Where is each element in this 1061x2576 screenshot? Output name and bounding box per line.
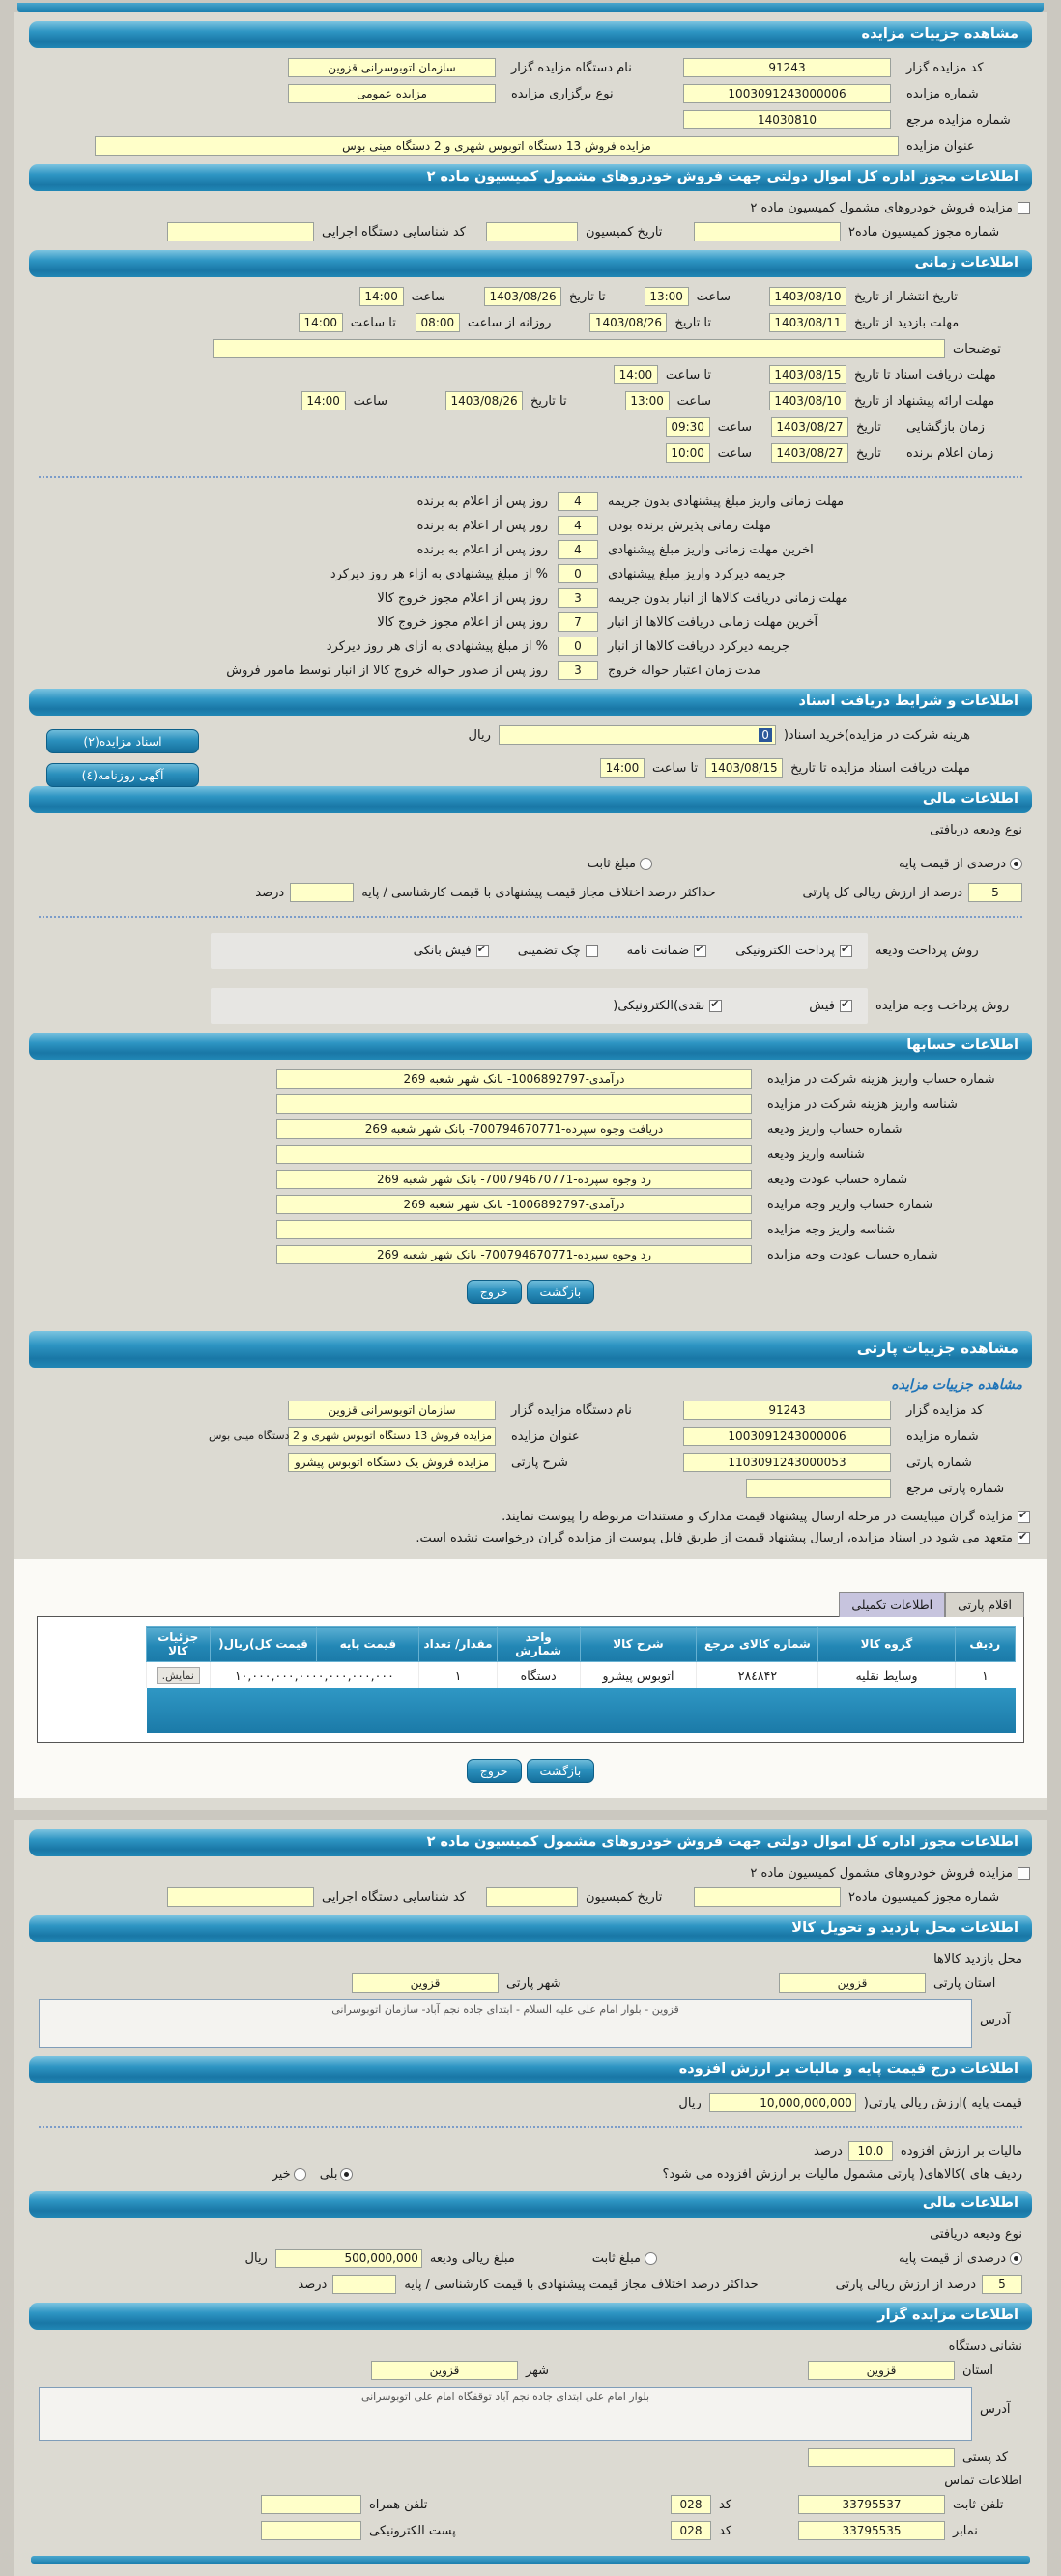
opening-time-label: زمان بازگشایی xyxy=(906,419,985,435)
finance2-header: اطلاعات مالی xyxy=(29,2191,1032,2218)
vat-yes-radio[interactable] xyxy=(340,2168,353,2181)
org-province-label: استان xyxy=(962,2363,993,2378)
fixed-amount-label: مبلغ ثابت xyxy=(591,2250,642,2266)
vat-question-label: ردیف های )کالاهای( پارتی مشمول مالیات بر ارزش افزوده می شود؟ xyxy=(662,2167,1022,2182)
deposit-method-label: روش پرداخت ودیعه xyxy=(875,944,979,958)
auction-title-label: عنوان مزایده xyxy=(511,1429,580,1444)
publish-to-hour-input[interactable]: 14:00 xyxy=(359,287,404,306)
party-items-zone xyxy=(14,1559,1047,1798)
opening-date-input[interactable]: 1403/08/27 xyxy=(771,417,848,437)
tab-party-items[interactable]: اقلام پارتی xyxy=(945,1592,1024,1617)
org-address-textarea[interactable]: بلوار امام علی ابتدای جاده نجم آباد توقفگاه امام علی اتوبوسرانی xyxy=(39,2387,972,2441)
col-details: جزئیات کالا xyxy=(147,1627,211,1662)
date-label: تاریخ xyxy=(856,445,881,461)
offer-from-input[interactable]: 1403/08/10 xyxy=(769,391,846,410)
auction-type-label: نوع برگزاری مزایده xyxy=(511,86,614,101)
visit-daily-from-input[interactable]: 08:00 xyxy=(416,313,460,332)
cash-electronic-label: نقدی)الکترونیکی( xyxy=(613,999,705,1013)
party-address-textarea[interactable]: قزوین - بلوار امام علی علیه السلام - ابتدای جاده نجم آباد- سازمان اتوبوسرانی xyxy=(39,1999,972,2048)
back-button[interactable]: بازگشت xyxy=(527,1280,595,1304)
deadline-label: جریمه دیرکرد واریز مبلغ پیشنهادی xyxy=(608,566,786,581)
postal-code-label: کد پستی xyxy=(962,2449,1009,2465)
org-name-input[interactable]: سازمان اتوبوسرانی قزوین xyxy=(288,58,496,77)
account-input[interactable] xyxy=(276,1220,752,1239)
permit-no-input-2[interactable] xyxy=(694,1887,841,1907)
exit-button[interactable]: خروج xyxy=(467,1280,522,1304)
time-info-header: اطلاعات زمانی xyxy=(29,250,1032,277)
attach-docs-note: مزایده گران میبایست در مرحله ارسال پیشنهاد قیمت مدارک و مستندات مربوطه را پیوست نمایند. xyxy=(502,1510,1013,1524)
winner-date-input[interactable]: 1403/08/27 xyxy=(771,443,848,463)
deposit-type-label: نوع ودیعه دریافتی xyxy=(930,823,1022,837)
winner-hour-input[interactable]: 10:00 xyxy=(666,443,710,463)
account-label: شماره حساب واریز وجه مزایده xyxy=(767,1197,933,1212)
cell-total-price: ۱۰,۰۰۰,۰۰۰,۰۰۰۰,۰۰۰,۰۰۰,۰۰۰ xyxy=(210,1662,419,1689)
party-city-label: شهر پارتی xyxy=(506,1975,561,1991)
no-file-offer-note: متعهد می شود در اسناد مزایده، ارسال پیشنهاد قیمت از طریق فایل پیوست از مزایده گران درخواست نشده است. xyxy=(416,1531,1013,1545)
base-price-label: قیمت پایه )ارزش ریالی پارتی( xyxy=(863,2095,1022,2110)
org-name-label: نام دستگاه مزایده گزار xyxy=(511,60,632,75)
table-footer-strip xyxy=(147,1688,1016,1733)
commission-date-input-2[interactable] xyxy=(486,1887,578,1907)
docs-receive-deadline-hour-input[interactable]: 14:00 xyxy=(600,758,645,778)
auction-no-input[interactable]: 1003091243000006 xyxy=(683,84,891,103)
party-extra-panel xyxy=(14,1820,1047,2576)
tab-additional-info[interactable]: اطلاعات تکمیلی xyxy=(839,1592,945,1617)
org-name-label: نام دستگاه مزایده گزار xyxy=(511,1402,632,1418)
account-input[interactable] xyxy=(276,1145,752,1164)
to-date-label: تا تاریخ xyxy=(569,289,606,304)
fixed-amount-radio[interactable] xyxy=(640,858,652,870)
vat-no-radio[interactable] xyxy=(294,2168,306,2181)
deadline-suffix: % از مبلغ پیشنهادی به ازاء هر روز دیرکرد xyxy=(330,566,548,581)
visit-location-label: محل بازدید کالاها xyxy=(933,1952,1022,1967)
date-label: تاریخ xyxy=(856,419,881,435)
docs-deadline-label: مهلت دریافت اسناد تا تاریخ xyxy=(854,367,996,382)
party-ref-label: شماره پارتی مرجع xyxy=(906,1481,1005,1496)
table-row xyxy=(147,1662,1016,1689)
hour-label: ساعت xyxy=(411,289,446,304)
mobile-input[interactable] xyxy=(261,2495,361,2514)
deadline-input[interactable]: 3 xyxy=(558,588,598,608)
postal-code-input[interactable] xyxy=(808,2448,955,2467)
commission-date-label: تاریخ کمیسیون xyxy=(586,224,663,240)
account-input[interactable]: درآمدی-1006892797- بانک شهر شعبه 269 xyxy=(276,1069,752,1089)
auction-details-panel xyxy=(14,12,1047,1321)
deposit-percent-suffix: درصد از ارزش ریالی کل پارتی xyxy=(802,885,962,900)
auction-details-header: مشاهده جزییات مزایده xyxy=(29,21,1032,48)
account-input[interactable] xyxy=(276,1094,752,1114)
to-hour-label: تا ساعت xyxy=(665,367,711,382)
account-input[interactable]: دریافت وجوه سپرده-700794670771- بانک شهر شعبه 269 xyxy=(276,1119,752,1139)
payment-method-label: روش پرداخت وجه مزایده xyxy=(875,999,1010,1013)
secured-check-label: چک تضمینی xyxy=(517,944,581,958)
vat-input[interactable]: 10.0 xyxy=(848,2141,893,2161)
article2-checkbox-2[interactable] xyxy=(1018,1867,1030,1880)
rial-label: ریال xyxy=(468,727,491,743)
percent-label: درصد xyxy=(298,2277,328,2292)
winner-time-label: زمان اعلام برنده xyxy=(906,445,994,461)
cell-index: ۱ xyxy=(955,1662,1015,1689)
bidder-code-label: کد مزایده گزار xyxy=(906,60,984,75)
fee-input[interactable]: 0 xyxy=(499,725,776,745)
party-address-label: آدرس xyxy=(980,2013,1011,2027)
auction-no-label: شماره مزایده xyxy=(906,86,979,101)
visit-date-label: مهلت بازدید از تاریخ xyxy=(854,315,960,330)
mobile-label: تلفن همراه xyxy=(369,2497,428,2512)
cash-electronic-checkbox[interactable] xyxy=(709,1000,722,1012)
daily-from-label: روزانه از ساعت xyxy=(467,315,552,330)
to-hour-label: تا ساعت xyxy=(651,760,699,776)
account-label: شناسه واریز وجه مزایده xyxy=(767,1222,896,1237)
code-label: کد xyxy=(719,2497,732,2512)
col-ref-no: شماره کالای مرجع xyxy=(697,1627,818,1662)
docs-deadline-hour-input[interactable]: 14:00 xyxy=(614,365,658,384)
deadline-label: اخرین مهلت زمانی واریز مبلغ پیشنهادی xyxy=(608,542,814,557)
docs-receive-deadline-label: مهلت دریافت اسناد مزایده تا تاریخ xyxy=(790,760,970,776)
account-input[interactable]: رد وجوه سپرده-700794670771- بانک شهر شعبه 269 xyxy=(276,1170,752,1189)
party-no-label: شماره پارتی xyxy=(906,1455,972,1470)
deposit-percent-input[interactable]: 5 xyxy=(968,883,1022,902)
account-input[interactable]: درآمدی-1006892797- بانک شهر شعبه 269 xyxy=(276,1195,752,1214)
cell-ref-no: ۲۸٤۸۴۲ xyxy=(697,1662,818,1689)
slip-label: فیش xyxy=(809,999,835,1013)
deadline-label: مدت زمان اعتبار حواله خروج xyxy=(608,663,760,678)
deadline-input[interactable]: 4 xyxy=(558,492,598,511)
col-unit: واحد شمارش xyxy=(497,1627,580,1662)
to-hour-label: تا ساعت xyxy=(350,315,396,330)
bidder-code-label: کد مزایده گزار xyxy=(906,1402,984,1418)
party-subheader: مشاهده جزییات مزایده xyxy=(891,1377,1022,1393)
party-province-label: استان پارتی xyxy=(933,1975,996,1991)
dotted-divider xyxy=(39,916,1022,918)
max-diff-input-2[interactable] xyxy=(332,2275,396,2294)
party-ref-input[interactable] xyxy=(746,1479,891,1498)
offer-from-hour-input[interactable]: 13:00 xyxy=(625,391,670,410)
deposit-amount-label: مبلغ ریالی ودیعه xyxy=(429,2250,515,2266)
deadline-suffix: روز پس از اعلام به برنده xyxy=(416,518,548,533)
account-input[interactable]: رد وجوه سپرده-700794670771- بانک شهر شعبه 269 xyxy=(276,1245,752,1264)
epay-checkbox[interactable] xyxy=(840,945,852,957)
article2-checkbox-label: مزایده فروش خودروهای مشمول کمیسیون ماده ۲ xyxy=(750,201,1013,215)
permit-no-input[interactable] xyxy=(694,222,841,241)
fee-label: هزینه شرکت در مزایده)خرید اسناد( xyxy=(783,727,970,743)
visit-to-input[interactable]: 1403/08/26 xyxy=(589,313,667,332)
deadline-input[interactable]: 0 xyxy=(558,637,598,656)
permit-header: اطلاعات مجوز اداره کل اموال دولتی جهت فروش خودروهای مشمول کمیسیون ماده ۲ xyxy=(29,164,1032,191)
party-details-header: مشاهده جزییات پارتی xyxy=(29,1331,1032,1368)
fixed-amount-label: مبلغ ثابت xyxy=(587,857,637,871)
percent-of-base-radio-2[interactable] xyxy=(1010,2252,1022,2265)
party-details-panel xyxy=(14,1321,1047,1810)
notes-input[interactable] xyxy=(213,339,945,358)
contact-info-header: اطلاعات تماس xyxy=(944,2474,1022,2488)
deadline-input[interactable]: 0 xyxy=(558,564,598,583)
exit-button[interactable]: خروج xyxy=(467,1759,522,1783)
party-desc-label: شرح پارتی xyxy=(511,1455,568,1470)
party-no-input[interactable]: 1103091243000053 xyxy=(683,1453,891,1472)
phone-input[interactable]: 33795537 xyxy=(798,2495,945,2514)
dotted-divider xyxy=(39,2126,1022,2128)
cell-details xyxy=(147,1662,211,1689)
org-address-label: آدرس xyxy=(980,2402,1011,2417)
percent-of-base-label: درصدی از قیمت پایه xyxy=(899,857,1006,871)
deadline-suffix: روز پس از اعلام مجوز خروج کالا xyxy=(377,590,548,606)
auction-ref-no-input[interactable]: 14030810 xyxy=(683,110,891,129)
visit-location-header: اطلاعات محل بازدید و تحویل کالا xyxy=(29,1915,1032,1942)
org-info-header: اطلاعات مزایده گزار xyxy=(29,2303,1032,2330)
party-items-table-wrap xyxy=(37,1616,1024,1743)
email-label: پست الکترونیکی xyxy=(369,2523,456,2538)
percent-of-base-radio[interactable] xyxy=(1010,858,1022,870)
newspaper-ad-button[interactable]: آگهی روزنامه(٤) xyxy=(46,763,199,787)
org-address-header: نشانی دستگاه xyxy=(948,2339,1022,2354)
bottom-blue-strip xyxy=(31,2556,1030,2564)
party-province-input[interactable]: قزوین xyxy=(779,1973,926,1993)
deadline-label: مهلت زمانی واریز مبلغ پیشنهادی بدون جریمه xyxy=(608,494,845,509)
org-city-label: شهر xyxy=(526,2363,550,2378)
cell-desc: اتوبوس پیشرو xyxy=(580,1662,697,1689)
no-file-offer-checkbox[interactable] xyxy=(1018,1532,1030,1544)
fax-input[interactable]: 33795535 xyxy=(798,2521,945,2540)
notes-label: توضیحات xyxy=(953,341,1001,356)
deadline-label: مهلت زمانی دریافت کالاها از انبار بدون جریمه xyxy=(608,590,848,606)
col-total-price: قیمت کل)ریال( xyxy=(210,1627,317,1662)
auction-no-label: شماره مزایده xyxy=(906,1429,979,1444)
bank-slip-checkbox[interactable] xyxy=(476,945,489,957)
cell-qty: ۱ xyxy=(419,1662,498,1689)
auction-title-label: عنوان مزایده xyxy=(906,138,975,154)
vat-label: مالیات بر ارزش افزوده xyxy=(900,2143,1022,2159)
max-diff-label: حداکثر درصد اختلاف مجاز قیمت پیشنهادی با قیمت کارشناسی / پایه xyxy=(404,2277,759,2292)
party-auction-title-input[interactable]: مزایده فروش 13 دستگاه اتوبوس شهری و 2 دستگاه مینی بوس xyxy=(288,1427,496,1446)
deadline-input[interactable]: 7 xyxy=(558,612,598,632)
permit-no-label: شماره مجوز کمیسیون ماده۲ xyxy=(848,224,1000,240)
slip-checkbox[interactable] xyxy=(840,1000,852,1012)
guarantee-label: ضمانت نامه xyxy=(626,944,690,958)
col-group: گروه کالا xyxy=(818,1627,955,1662)
col-base-price: قیمت پایه xyxy=(317,1627,419,1662)
deposit-type-label: نوع ودیعه دریافتی xyxy=(930,2227,1022,2242)
offer-to-hour-input[interactable]: 14:00 xyxy=(301,391,346,410)
commission-date-label: تاریخ کمیسیون xyxy=(586,1889,663,1905)
auction-docs-button[interactable]: اسناد مزایده(۲) xyxy=(46,729,199,753)
top-blue-strip xyxy=(17,3,1044,12)
deposit-amount-input[interactable]: 500,000,000 xyxy=(275,2249,422,2268)
docs-receive-deadline-date-input[interactable]: 1403/08/15 xyxy=(705,758,783,778)
deadline-suffix: روز پس از اعلام مجوز خروج کالا xyxy=(377,614,548,630)
org-city-input[interactable]: قزوین xyxy=(371,2361,518,2380)
publish-from-hour-input[interactable]: 13:00 xyxy=(645,287,689,306)
auction-type-input[interactable]: مزایده عمومی xyxy=(288,84,496,103)
fax-label: نمابر xyxy=(953,2523,978,2538)
exec-id-input-2[interactable] xyxy=(167,1887,314,1907)
attach-docs-checkbox[interactable] xyxy=(1018,1511,1030,1523)
to-date-label: تا تاریخ xyxy=(530,393,567,409)
col-qty: مقدار/ تعداد xyxy=(419,1627,498,1662)
to-date-label: تا تاریخ xyxy=(674,315,711,330)
permit-no-label: شماره مجوز کمیسیون ماده۲ xyxy=(848,1889,1000,1905)
offer-to-input[interactable]: 1403/08/26 xyxy=(445,391,523,410)
vat-no-label: خیر xyxy=(272,2167,291,2182)
exec-id-label: کد شناسایی دستگاه اجرایی xyxy=(322,1889,466,1905)
hour-label: ساعت xyxy=(717,445,752,461)
account-label: شماره حساب واریز هزینه شرکت در مزایده xyxy=(767,1071,995,1087)
secured-check-checkbox[interactable] xyxy=(586,945,598,957)
party-desc-input[interactable]: مزایده فروش یک دستگاه اتوبوس پیشرو xyxy=(288,1453,496,1472)
org-province-input[interactable]: قزوین xyxy=(808,2361,955,2380)
publish-to-input[interactable]: 1403/08/26 xyxy=(484,287,561,306)
deadline-input[interactable]: 4 xyxy=(558,516,598,535)
deadline-label: مهلت زمانی پذیرش برنده بودن xyxy=(608,518,772,533)
rial-label: ریال xyxy=(678,2095,702,2110)
opening-hour-input[interactable]: 09:30 xyxy=(666,417,710,437)
account-label: شماره حساب واریز ودیعه xyxy=(767,1121,903,1137)
exec-id-input[interactable] xyxy=(167,222,314,241)
deadline-suffix: % از مبلغ پیشنهادی به ازای هر روز دیرکرد xyxy=(326,638,548,654)
bank-slip-label: فیش بانکی xyxy=(413,944,472,958)
permit-header-2: اطلاعات مجوز اداره کل اموال دولتی جهت فروش خودروهای مشمول کمیسیون ماده ۲ xyxy=(29,1829,1032,1856)
offer-deadline-label: مهلت ارائه پیشنهاد از تاریخ xyxy=(854,393,995,409)
phone-code-input[interactable]: 028 xyxy=(671,2495,711,2514)
hour-label: ساعت xyxy=(676,393,711,409)
deposit-percent-suffix: درصد از ارزش ریالی پارتی xyxy=(835,2277,976,2292)
party-city-input[interactable]: قزوین xyxy=(352,1973,499,1993)
cell-unit: دستگاه xyxy=(497,1662,580,1689)
show-details-link[interactable]: نمایش. xyxy=(157,1667,200,1684)
accounts-header: اطلاعات حسابها xyxy=(29,1033,1032,1060)
docs-deadline-date-input[interactable]: 1403/08/15 xyxy=(769,365,846,384)
phone-label: تلفن ثابت xyxy=(953,2497,1004,2512)
percent-label: درصد xyxy=(255,885,285,900)
party-bidder-code-input[interactable]: 91243 xyxy=(683,1401,891,1420)
party-items-table xyxy=(146,1626,1016,1733)
base-price-input[interactable]: 10,000,000,000 xyxy=(709,2093,856,2112)
epay-label: پرداخت الکترونیکی xyxy=(735,944,835,958)
deposit-percent-input-2[interactable]: 5 xyxy=(982,2275,1022,2294)
publish-date-label: تاریخ انتشار از تاریخ xyxy=(854,289,959,304)
col-desc: شرح کالا xyxy=(580,1627,697,1662)
account-label: شماره حساب عودت وجه مزایده xyxy=(767,1247,938,1262)
rial-label: ریال xyxy=(244,2250,268,2266)
dotted-divider xyxy=(39,476,1022,478)
finance-header: اطلاعات مالی xyxy=(29,786,1032,813)
account-label: شماره حساب عودت ودیعه xyxy=(767,1172,908,1187)
col-index: ردیف xyxy=(955,1627,1015,1662)
auction-title-input[interactable]: مزایده فروش 13 دستگاه اتوبوس شهری و 2 دستگاه مینی بوس xyxy=(95,136,899,156)
docs-terms-header: اطلاعات و شرایط دریافت اسناد xyxy=(29,689,1032,716)
bidder-code-input[interactable]: 91243 xyxy=(683,58,891,77)
vat-yes-label: بلی xyxy=(319,2167,338,2182)
party-tabs xyxy=(14,1592,1024,1617)
fixed-amount-radio-2[interactable] xyxy=(645,2252,657,2265)
visit-daily-to-input[interactable]: 14:00 xyxy=(299,313,343,332)
deadline-suffix: روز پس از صدور حواله خروج کالا از انبار توسط مامور فروش xyxy=(226,663,548,678)
code-label: کد xyxy=(719,2523,732,2538)
hour-label: ساعت xyxy=(696,289,731,304)
auction-ref-no-label: شماره مزایده مرجع xyxy=(906,112,1011,127)
article2-checkbox[interactable] xyxy=(1018,202,1030,214)
email-input[interactable] xyxy=(261,2521,361,2540)
cell-group: وسایط نقلیه xyxy=(818,1662,955,1689)
pricing-header: اطلاعات درج قیمت پایه و مالیات بر ارزش افزوده xyxy=(29,2056,1032,2083)
commission-date-input[interactable] xyxy=(486,222,578,241)
deadline-label: جریمه دیرکرد دریافت کالاها از انبار xyxy=(608,638,789,654)
hour-label: ساعت xyxy=(717,419,752,435)
deadline-label: آخرین مهلت زمانی دریافت کالاها از انبار xyxy=(608,614,818,630)
max-diff-input[interactable] xyxy=(290,883,354,902)
deadline-input[interactable]: 3 xyxy=(558,661,598,680)
deadline-suffix: روز پس از اعلام به برنده xyxy=(416,542,548,557)
back-button[interactable]: بازگشت xyxy=(527,1759,595,1783)
party-auction-no-input[interactable]: 1003091243000006 xyxy=(683,1427,891,1446)
article2-checkbox-label: مزایده فروش خودروهای مشمول کمیسیون ماده ۲ xyxy=(750,1866,1013,1881)
percent-label: درصد xyxy=(813,2143,843,2159)
deadline-suffix: روز پس از اعلام به برنده xyxy=(416,494,548,509)
exec-id-label: کد شناسایی دستگاه اجرایی xyxy=(322,224,466,240)
deadline-input[interactable]: 4 xyxy=(558,540,598,559)
account-label: شناسه واریز ودیعه xyxy=(767,1146,865,1162)
account-label: شناسه واریز هزینه شرکت در مزایده xyxy=(767,1096,958,1112)
visit-from-input[interactable]: 1403/08/11 xyxy=(769,313,846,332)
hour-label: ساعت xyxy=(353,393,388,409)
publish-from-input[interactable]: 1403/08/10 xyxy=(769,287,846,306)
party-org-name-input[interactable]: سازمان اتوبوسرانی قزوین xyxy=(288,1401,496,1420)
guarantee-checkbox[interactable] xyxy=(694,945,706,957)
percent-of-base-label: درصدی از قیمت پایه xyxy=(899,2250,1006,2266)
max-diff-label: حداکثر درصد اختلاف مجاز قیمت پیشنهادی با قیمت کارشناسی / پایه xyxy=(361,885,716,900)
fax-code-input[interactable]: 028 xyxy=(671,2521,711,2540)
